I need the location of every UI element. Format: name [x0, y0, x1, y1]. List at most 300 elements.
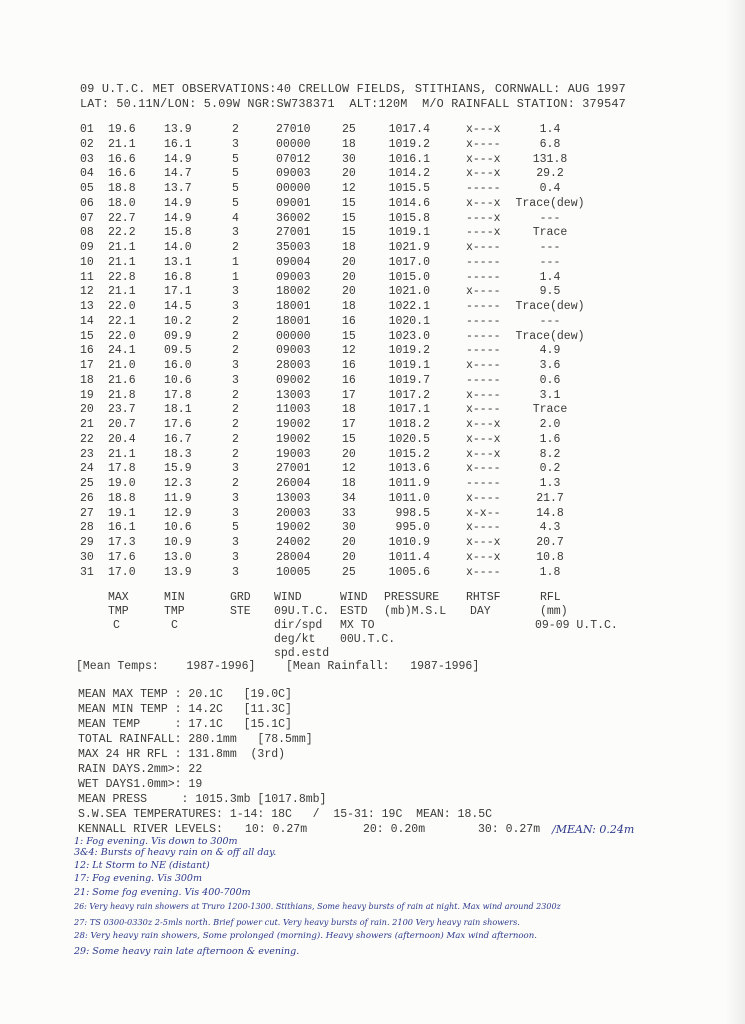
day-cell: 17 [80, 359, 94, 372]
rainfall-cell: --- [539, 255, 561, 269]
min-temp-cell: 09.5 [164, 344, 192, 358]
pressure-cell: 1015.2 [388, 447, 430, 461]
min-temp-cell: 18.1 [164, 403, 192, 417]
max-temp-cell: 21.1 [108, 255, 136, 269]
wind-cell: 09003 [276, 344, 311, 358]
max-temp-cell: 21.0 [108, 359, 136, 372]
wind-cell: 11003 [276, 403, 311, 417]
min-temp-cell: 13.1 [164, 255, 192, 269]
rhtsf-cell: x---- [466, 403, 501, 417]
rhtsf-cell: x---x [466, 550, 501, 564]
legend-min-1: MIN [164, 591, 185, 604]
wind-max-cell: 30 [342, 521, 356, 535]
wind-max-cell: 17 [342, 388, 356, 402]
rainfall-cell: 0.2 [539, 462, 561, 476]
day-cell: 31 [80, 565, 94, 579]
legend-max-1: MAX [108, 591, 129, 604]
rhtsf-cell: x---x [466, 536, 501, 549]
ground-state-cell: 5 [232, 152, 239, 166]
day-cell: 10 [80, 255, 94, 269]
day-cell: 21 [80, 418, 94, 431]
wind-max-cell: 15 [342, 226, 356, 240]
rhtsf-cell: x---- [466, 137, 501, 151]
legend-wind-1: WIND [274, 591, 302, 604]
rainfall-cell: 1.3 [539, 477, 561, 490]
legend-rhtsf-2: DAY [470, 605, 491, 618]
min-temp-cell: 18.3 [164, 447, 192, 461]
min-temp-cell: 17.1 [164, 285, 192, 299]
rhtsf-cell: x---x [466, 418, 501, 431]
legend-wind-2: 09U.T.C. [274, 605, 330, 618]
wind-max-cell: 18 [342, 300, 356, 313]
wind-cell: 18002 [276, 285, 311, 299]
pressure-cell: 1013.6 [388, 462, 430, 476]
note-day-12: 12: Lt Storm to NE (distant) [74, 860, 210, 871]
wind-cell: 09003 [276, 167, 311, 181]
pressure-cell: 1020.1 [388, 314, 430, 328]
max-temp-cell: 19.1 [108, 506, 136, 520]
wind-max-cell: 20 [342, 270, 356, 284]
min-temp-cell: 17.6 [164, 418, 192, 431]
note-day-17: 17: Fog evening. Vis 300m [74, 873, 202, 884]
day-cell: 24 [80, 462, 94, 476]
wind-max-cell: 25 [342, 123, 356, 136]
max-temp-cell: 21.1 [108, 137, 136, 151]
ground-state-cell: 3 [232, 536, 239, 549]
summary-max-24hr: MAX 24 HR RFL : 131.8mm (3rd) [78, 748, 286, 761]
min-temp-cell: 11.9 [164, 491, 192, 505]
ground-state-cell: 2 [232, 314, 239, 328]
rainfall-cell: 10.8 [536, 550, 564, 564]
rainfall-cell: 21.7 [536, 491, 564, 505]
wind-max-cell: 16 [342, 314, 356, 328]
rainfall-cell: --- [539, 211, 561, 225]
min-temp-cell: 13.7 [164, 182, 192, 195]
pressure-cell: 995.0 [395, 521, 430, 535]
rainfall-cell: Trace(dew) [515, 196, 585, 210]
ground-state-cell: 2 [232, 329, 239, 343]
ground-state-cell: 2 [232, 241, 239, 254]
rhtsf-cell: x---- [466, 241, 501, 254]
max-temp-cell: 17.3 [108, 536, 136, 549]
pressure-cell: 1019.2 [388, 137, 430, 151]
wind-cell: 09002 [276, 373, 311, 387]
wind-cell: 00000 [276, 329, 311, 343]
min-temp-cell: 15.8 [164, 226, 192, 240]
wind-cell: 24002 [276, 536, 311, 549]
day-cell: 27 [80, 506, 94, 520]
rhtsf-cell: x---- [466, 521, 501, 535]
pressure-cell: 1017.1 [388, 403, 430, 417]
max-temp-cell: 21.6 [108, 373, 136, 387]
rainfall-cell: 9.5 [539, 285, 561, 299]
wind-cell: 07012 [276, 152, 311, 166]
wind-max-cell: 15 [342, 432, 356, 446]
rainfall-cell: --- [539, 241, 561, 254]
wind-max-cell: 15 [342, 329, 356, 343]
day-cell: 18 [80, 373, 94, 387]
wind-max-cell: 20 [342, 285, 356, 299]
min-temp-cell: 15.9 [164, 462, 192, 476]
wind-cell: 20003 [276, 506, 311, 520]
rhtsf-cell: x---- [466, 491, 501, 505]
day-cell: 02 [80, 137, 94, 151]
rainfall-cell: 3.1 [539, 388, 561, 402]
wind-max-cell: 17 [342, 418, 356, 431]
day-cell: 30 [80, 550, 94, 564]
wind-max-cell: 18 [342, 477, 356, 490]
rhtsf-cell: ----- [466, 300, 501, 313]
max-temp-cell: 22.0 [108, 300, 136, 313]
min-temp-cell: 10.6 [164, 373, 192, 387]
wind-cell: 10005 [276, 565, 311, 579]
wind-max-cell: 34 [342, 491, 356, 505]
pressure-cell: 998.5 [395, 506, 430, 520]
ground-state-cell: 2 [232, 432, 239, 446]
max-temp-cell: 20.7 [108, 418, 136, 431]
day-cell: 15 [80, 329, 94, 343]
legend-windmx-2: ESTD [340, 605, 368, 618]
rhtsf-cell: ----- [466, 182, 501, 195]
rainfall-cell: 3.6 [539, 359, 561, 372]
wind-cell: 27001 [276, 226, 311, 240]
rhtsf-cell: x---x [466, 152, 501, 166]
wind-cell: 18001 [276, 314, 311, 328]
max-temp-cell: 19.0 [108, 477, 136, 490]
ground-state-cell: 5 [232, 196, 239, 210]
wind-max-cell: 12 [342, 344, 356, 358]
pressure-cell: 1015.0 [388, 270, 430, 284]
day-cell: 11 [80, 270, 94, 284]
max-temp-cell: 18.8 [108, 491, 136, 505]
ground-state-cell: 2 [232, 123, 239, 136]
rhtsf-cell: ----- [466, 314, 501, 328]
ground-state-cell: 3 [232, 506, 239, 520]
rainfall-cell: 1.6 [539, 432, 561, 446]
ground-state-cell: 2 [232, 403, 239, 417]
rhtsf-cell: x---- [466, 285, 501, 299]
ground-state-cell: 5 [232, 167, 239, 181]
station-info: LAT: 50.11N/LON: 5.09W NGR:SW738371 ALT:120M M/O RAINFALL STATION: 379547 [80, 97, 626, 111]
wind-max-cell: 20 [342, 167, 356, 181]
day-cell: 29 [80, 536, 94, 549]
day-cell: 20 [80, 403, 94, 417]
pressure-cell: 1017.2 [388, 388, 430, 402]
ground-state-cell: 2 [232, 447, 239, 461]
max-temp-cell: 22.8 [108, 270, 136, 284]
max-temp-cell: 21.1 [108, 447, 136, 461]
max-temp-cell: 19.6 [108, 123, 136, 136]
rhtsf-cell: x---x [466, 196, 501, 210]
day-cell: 03 [80, 152, 94, 166]
note-day-21: 21: Some fog evening. Vis 400-700m [74, 887, 251, 898]
note-day-27: 27: TS 0300-0330z 2-5mls north. Brief power cut. Very heavy bursts of rain. 2100 Very heavy rain showers. [74, 917, 520, 927]
max-temp-cell: 16.6 [108, 152, 136, 166]
ground-state-cell: 3 [232, 137, 239, 151]
wind-cell: 26004 [276, 477, 311, 490]
ground-state-cell: 3 [232, 462, 239, 476]
ground-state-cell: 3 [232, 373, 239, 387]
min-temp-cell: 14.9 [164, 211, 192, 225]
summary-mean-press: MEAN PRESS : 1015.3mb [1017.8mb] [78, 793, 327, 806]
ground-state-cell: 2 [232, 418, 239, 431]
rainfall-cell: Trace(dew) [515, 329, 585, 343]
min-temp-cell: 14.7 [164, 167, 192, 181]
rhtsf-cell: x---x [466, 447, 501, 461]
day-cell: 26 [80, 491, 94, 505]
min-temp-cell: 14.5 [164, 300, 192, 313]
summary-rain-days: RAIN DAYS.2mm>: 22 [78, 763, 203, 776]
legend-wind-4: deg/kt [274, 633, 316, 646]
min-temp-cell: 14.9 [164, 196, 192, 210]
pressure-cell: 1016.1 [388, 152, 430, 166]
day-cell: 04 [80, 167, 94, 181]
summary-mean-temp: MEAN TEMP : 17.1C [15.1C] [78, 718, 292, 731]
wind-cell: 27001 [276, 462, 311, 476]
max-temp-cell: 18.0 [108, 196, 136, 210]
day-cell: 06 [80, 196, 94, 210]
legend-rfl-2: (mm) [540, 605, 568, 618]
pressure-cell: 1017.4 [388, 123, 430, 136]
mean-temps-heading: [Mean Temps: 1987-1996] [76, 660, 256, 673]
day-cell: 07 [80, 211, 94, 225]
pressure-cell: 1019.2 [388, 344, 430, 358]
rhtsf-cell: ----x [466, 211, 501, 225]
pressure-cell: 1014.6 [388, 196, 430, 210]
ground-state-cell: 1 [232, 270, 239, 284]
wind-cell: 19002 [276, 418, 311, 431]
pressure-cell: 1017.0 [388, 255, 430, 269]
rainfall-cell: 4.3 [539, 521, 561, 535]
river-mean-note: /MEAN: 0.24m [552, 823, 635, 836]
wind-max-cell: 18 [342, 241, 356, 254]
day-cell: 05 [80, 182, 94, 195]
pressure-cell: 1011.9 [388, 477, 430, 490]
legend-grd-1: GRD [230, 591, 251, 604]
ground-state-cell: 4 [232, 211, 239, 225]
max-temp-cell: 21.1 [108, 285, 136, 299]
rainfall-cell: 1.8 [539, 565, 561, 579]
wind-max-cell: 33 [342, 506, 356, 520]
wind-max-cell: 18 [342, 137, 356, 151]
min-temp-cell: 16.0 [164, 359, 192, 372]
day-cell: 25 [80, 477, 94, 490]
wind-max-cell: 20 [342, 447, 356, 461]
legend-max-2: TMP [108, 605, 129, 618]
rainfall-cell: 0.6 [539, 373, 561, 387]
rhtsf-cell: x---x [466, 123, 501, 136]
day-cell: 13 [80, 300, 94, 313]
day-cell: 19 [80, 388, 94, 402]
ground-state-cell: 5 [232, 521, 239, 535]
ground-state-cell: 3 [232, 285, 239, 299]
max-temp-cell: 22.7 [108, 211, 136, 225]
wind-cell: 13003 [276, 388, 311, 402]
legend-min-2: TMP [164, 605, 185, 618]
wind-max-cell: 12 [342, 462, 356, 476]
mean-rain-heading: [Mean Rainfall: 1987-1996] [286, 660, 480, 673]
day-cell: 28 [80, 521, 94, 535]
wind-cell: 19002 [276, 432, 311, 446]
note-day-29: 29: Some heavy rain late afternoon & evening. [74, 946, 300, 957]
legend-pressure-2: (mb)M.S.L [384, 605, 447, 618]
pressure-cell: 1019.1 [388, 359, 430, 372]
pressure-cell: 1019.1 [388, 226, 430, 240]
note-day-1: 1: Fog evening. Vis down to 300m [74, 836, 238, 847]
min-temp-cell: 13.0 [164, 550, 192, 564]
ground-state-cell: 2 [232, 477, 239, 490]
river-label: KENNALL RIVER LEVELS: [78, 823, 223, 836]
max-temp-cell: 21.1 [108, 241, 136, 254]
wind-cell: 09004 [276, 255, 311, 269]
pressure-cell: 1015.8 [388, 211, 430, 225]
ground-state-cell: 3 [232, 550, 239, 564]
wind-max-cell: 20 [342, 255, 356, 269]
summary-mean-max: MEAN MAX TEMP : 20.1C [19.0C] [78, 688, 292, 701]
wind-max-cell: 16 [342, 373, 356, 387]
rainfall-cell: 2.0 [539, 418, 561, 431]
pressure-cell: 1023.0 [388, 329, 430, 343]
min-temp-cell: 17.8 [164, 388, 192, 402]
legend-min-3: C [171, 619, 178, 632]
pressure-cell: 1011.0 [388, 491, 430, 505]
rhtsf-cell: ----x [466, 226, 501, 240]
pressure-cell: 1021.0 [388, 285, 430, 299]
rhtsf-cell: x---x [466, 432, 501, 446]
rainfall-cell: 20.7 [536, 536, 564, 549]
min-temp-cell: 10.2 [164, 314, 192, 328]
day-cell: 12 [80, 285, 94, 299]
min-temp-cell: 12.3 [164, 477, 192, 490]
rainfall-cell: Trace [532, 226, 568, 240]
pressure-cell: 1015.5 [388, 182, 430, 195]
rhtsf-cell: ----- [466, 270, 501, 284]
min-temp-cell: 16.7 [164, 432, 192, 446]
wind-max-cell: 12 [342, 182, 356, 195]
rhtsf-cell: x---- [466, 359, 501, 372]
wind-max-cell: 20 [342, 536, 356, 549]
rainfall-cell: 4.9 [539, 344, 561, 358]
wind-cell: 00000 [276, 137, 311, 151]
legend-max-3: C [113, 619, 120, 632]
ground-state-cell: 3 [232, 359, 239, 372]
rhtsf-cell: ----- [466, 477, 501, 490]
max-temp-cell: 17.6 [108, 550, 136, 564]
wind-max-cell: 15 [342, 196, 356, 210]
ground-state-cell: 5 [232, 182, 239, 195]
pressure-cell: 1018.2 [388, 418, 430, 431]
legend-rfl-3: 09-09 U.T.C. [535, 619, 618, 632]
legend-wind-5: spd.estd [274, 647, 330, 660]
day-cell: 16 [80, 344, 94, 358]
ground-state-cell: 2 [232, 344, 239, 358]
day-cell: 23 [80, 447, 94, 461]
day-cell: 08 [80, 226, 94, 240]
min-temp-cell: 14.0 [164, 241, 192, 254]
legend-rhtsf-1: RHTSF [466, 591, 501, 604]
min-temp-cell: 16.8 [164, 270, 192, 284]
note-day-26: 26: Very heavy rain showers at Truro 1200-1300. Stithians, Some heavy bursts of rain at night. Max wind around 2300z [74, 902, 561, 911]
wind-max-cell: 25 [342, 565, 356, 579]
summary-wet-days: WET DAYS1.0mm>: 19 [78, 778, 203, 791]
rainfall-cell: Trace [532, 403, 568, 417]
legend-windmx-3: MX TO [340, 619, 375, 632]
rainfall-cell: 6.8 [539, 137, 561, 151]
note-day-3-4: 3&4: Bursts of heavy rain on & off all day. [74, 847, 277, 858]
pressure-cell: 1019.7 [388, 373, 430, 387]
max-temp-cell: 22.2 [108, 226, 136, 240]
day-cell: 14 [80, 314, 94, 328]
summary-mean-min: MEAN MIN TEMP : 14.2C [11.3C] [78, 703, 292, 716]
ground-state-cell: 3 [232, 565, 239, 579]
min-temp-cell: 09.9 [164, 329, 192, 343]
max-temp-cell: 22.1 [108, 314, 136, 328]
rainfall-cell: 8.2 [539, 447, 561, 461]
wind-cell: 09003 [276, 270, 311, 284]
wind-cell: 13003 [276, 491, 311, 505]
wind-max-cell: 30 [342, 152, 356, 166]
max-temp-cell: 23.7 [108, 403, 136, 417]
max-temp-cell: 24.1 [108, 344, 136, 358]
min-temp-cell: 10.6 [164, 521, 192, 535]
legend-wind-3: dir/spd [274, 619, 323, 632]
day-cell: 22 [80, 432, 94, 446]
legend-windmx-4: 00U.T.C. [340, 633, 396, 646]
min-temp-cell: 13.9 [164, 123, 192, 136]
rainfall-cell: 131.8 [532, 152, 568, 166]
ground-state-cell: 3 [232, 491, 239, 505]
rainfall-cell: 1.4 [539, 270, 561, 284]
pressure-cell: 1010.9 [388, 536, 430, 549]
ground-state-cell: 2 [232, 388, 239, 402]
rainfall-cell: 14.8 [536, 506, 564, 520]
max-temp-cell: 21.8 [108, 388, 136, 402]
rainfall-cell: 1.4 [539, 123, 561, 136]
rhtsf-cell: ----- [466, 373, 501, 387]
ground-state-cell: 3 [232, 226, 239, 240]
pressure-cell: 1011.4 [388, 550, 430, 564]
wind-cell: 19003 [276, 447, 311, 461]
min-temp-cell: 13.9 [164, 565, 192, 579]
rhtsf-cell: x---- [466, 462, 501, 476]
wind-max-cell: 16 [342, 359, 356, 372]
legend-windmx-1: WIND [340, 591, 368, 604]
note-day-28: 28: Very heavy rain showers, Some prolonged (morning). Heavy showers (afternoon) Max wind afternoon. [74, 931, 537, 941]
wind-max-cell: 20 [342, 550, 356, 564]
pressure-cell: 1022.1 [388, 300, 430, 313]
pressure-cell: 1014.2 [388, 167, 430, 181]
pressure-cell: 1005.6 [388, 565, 430, 579]
wind-cell: 35003 [276, 241, 311, 254]
rhtsf-cell: x-x-- [466, 506, 501, 520]
max-temp-cell: 18.8 [108, 182, 136, 195]
legend-grd-2: STE [230, 605, 251, 618]
river-level-30: 30: 0.27m [478, 823, 541, 836]
rhtsf-cell: ----- [466, 255, 501, 269]
wind-max-cell: 18 [342, 403, 356, 417]
river-level-10: 10: 0.27m [245, 823, 308, 836]
rainfall-cell: 0.4 [539, 182, 561, 195]
max-temp-cell: 16.1 [108, 521, 136, 535]
min-temp-cell: 12.9 [164, 506, 192, 520]
min-temp-cell: 16.1 [164, 137, 192, 151]
report-title: 09 U.T.C. MET OBSERVATIONS:40 CRELLOW FIELDS, STITHIANS, CORNWALL: AUG 1997 [80, 82, 626, 96]
legend-rfl-1: RFL [540, 591, 561, 604]
legend-pressure-1: PRESSURE [384, 591, 440, 604]
min-temp-cell: 14.9 [164, 152, 192, 166]
max-temp-cell: 17.0 [108, 565, 136, 579]
wind-cell: 18001 [276, 300, 311, 313]
